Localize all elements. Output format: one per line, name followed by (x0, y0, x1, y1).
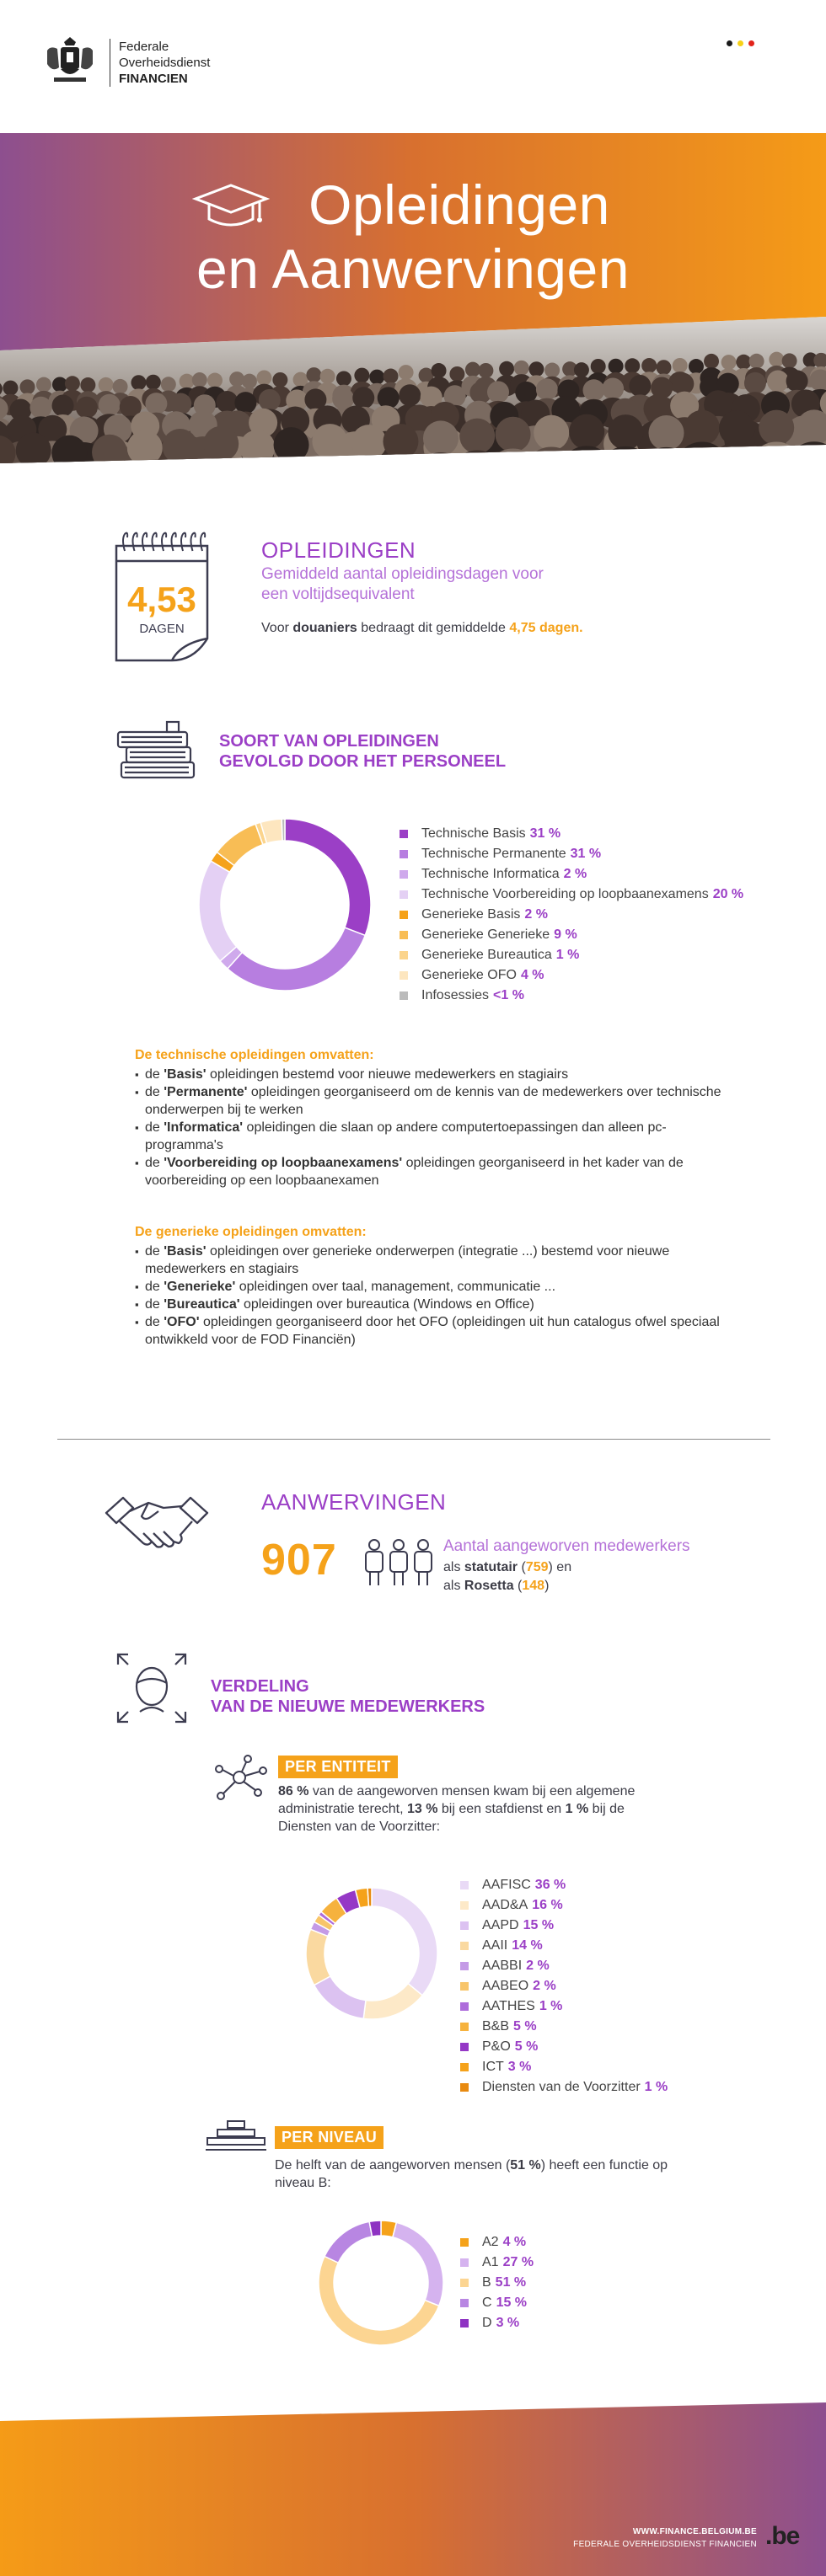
legend-pct: 31 % (570, 847, 602, 861)
legend-pct: 9 % (554, 927, 577, 942)
footer-url[interactable]: WWW.FINANCE.BELGIUM.BE (632, 2527, 757, 2536)
legend-swatch (460, 2023, 469, 2031)
rosetta-pre: als (443, 1579, 464, 1593)
legend-pct: 5 % (514, 2039, 539, 2054)
legend-label: AABEO (482, 1979, 529, 1993)
legend-pct: <1 % (493, 988, 524, 1002)
opleidingen-title: OPLEIDINGEN (261, 537, 416, 563)
statutair-close: ) en (548, 1560, 572, 1574)
legend-pct: 15 % (523, 1918, 555, 1932)
list-item-text: opleidingen georganiseerd door het OFO (opleidingen uit hun catalogus ofwel speciaal ontwikkeld voor de FOD Financiën) (145, 1315, 720, 1347)
legend-label: Technische Permanente (421, 847, 566, 861)
hero-title-line-2: en Aanwervingen (196, 238, 630, 300)
legend-label: Generieke Generieke (421, 927, 550, 942)
entiteit-text-p3: 13 % (406, 1802, 438, 1816)
legend-item (460, 2253, 534, 2273)
legend-item (460, 2313, 534, 2333)
aanwervingen-statutair (443, 1558, 571, 1576)
list-item (135, 1278, 742, 1296)
list-item-text: opleidingen bestemd voor nieuwe medewerkers en stagiairs (206, 1067, 569, 1082)
legend-swatch (400, 850, 408, 858)
technisch-heading: De technische opleidingen omvatten: (135, 1048, 374, 1062)
legend-label: A2 (482, 2235, 499, 2249)
legend-swatch (460, 1982, 469, 1991)
list-item-term: 'OFO' (164, 1315, 200, 1329)
legend-label: ICT (482, 2060, 504, 2074)
soort-title-line-1: SOORT VAN OPLEIDINGEN (219, 732, 439, 751)
niveau-text-p2: 51 % (510, 2158, 541, 2172)
legend-pct: 27 % (502, 2255, 534, 2269)
soort-title-line-2: GEVOLGD DOOR HET PERSONEEL (219, 752, 507, 771)
legend-label: AATHES (482, 1999, 535, 2013)
legend-pct: 1 % (555, 948, 580, 962)
legend-swatch (400, 890, 408, 899)
legend-item (460, 1996, 668, 2017)
niveau-slice-2 (319, 2256, 439, 2345)
entiteit-slice-2 (314, 1976, 366, 2018)
legend-pct: 2 % (524, 907, 548, 922)
legend-pct: 20 % (712, 887, 744, 901)
footer-org: FEDERALE OVERHEIDSDIENST FINANCIEN (573, 2540, 757, 2549)
legend-pct: 16 % (532, 1898, 563, 1912)
calendar-unit: DAGEN (139, 622, 185, 636)
legend-item (400, 945, 743, 965)
opleidingen-subtitle (261, 564, 544, 605)
verdeling-title-line-2: VAN DE NIEUWE MEDEWERKERS (211, 1697, 485, 1716)
entiteit-slice-3 (306, 1929, 330, 1985)
legend-pct: 2 % (533, 1979, 556, 1993)
legend-item (460, 2232, 534, 2253)
list-item-text: opleidingen georganiseerd in het kader van de voorbereiding op een loopbaanexamen (145, 1156, 684, 1188)
legend-item (460, 2037, 668, 2057)
note-value: 4,75 dagen. (509, 621, 583, 635)
per-entiteit-tag: PER ENTITEIT (278, 1756, 398, 1778)
flag-dots (727, 40, 754, 46)
legend-pct: 2 % (526, 1959, 550, 1973)
legend-swatch (400, 971, 408, 980)
legend-item (460, 2057, 668, 2077)
opleidingen-subtitle-line-2: een voltijdsequivalent (261, 585, 415, 603)
legend-item (400, 844, 743, 864)
soort-slice-0 (285, 819, 371, 935)
list-item (135, 1119, 742, 1154)
niveau-legend (460, 2232, 534, 2333)
list-item-text: opleidingen over generieke onderwerpen (integratie ...) bestemd voor nieuwe medewerkers en stagiairs (145, 1244, 670, 1276)
calendar-value: 4,53 (127, 580, 196, 619)
soort-slice-8 (282, 819, 285, 841)
legend-item (400, 905, 743, 925)
entiteit-slice-10 (367, 1888, 372, 1906)
note-bold: douaniers (292, 621, 357, 635)
legend-pct: 3 % (496, 2316, 520, 2330)
list-item-text: opleidingen georganiseerd om de kennis van de medewerkers over technische onderwerpen bij te werken (145, 1085, 721, 1117)
legend-label: Diensten van de Voorzitter (482, 2080, 641, 2094)
niveau-text-p3: ) heeft een functie op niveau B: (275, 2158, 668, 2190)
legend-item (400, 925, 743, 945)
legend-item (400, 986, 743, 1006)
legend-label: Generieke OFO (421, 968, 517, 982)
entiteit-text-p1: 86 % (278, 1784, 309, 1798)
legend-swatch (460, 2083, 469, 2092)
list-item-text: opleidingen over taal, management, communicatie ... (235, 1280, 556, 1294)
network-icon (214, 1754, 268, 1801)
list-item-pre: de (145, 1244, 164, 1259)
legend-label: Technische Voorbereiding op loopbaanexamens (421, 887, 709, 901)
list-item-pre: de (145, 1280, 164, 1294)
legend-label: Generieke Bureautica (421, 948, 552, 962)
list-item (135, 1296, 742, 1313)
list-item-pre: de (145, 1315, 164, 1329)
legend-swatch (400, 931, 408, 939)
legend-pct: 1 % (539, 1999, 563, 2013)
list-item-pre: de (145, 1156, 164, 1170)
generiek-list (135, 1223, 742, 1349)
entiteit-slice-1 (363, 1984, 422, 2019)
technisch-list (135, 1046, 742, 1189)
list-item (135, 1083, 742, 1119)
entiteit-text-p2: van de aangeworven mensen kwam bij een algemene administratie terecht, (278, 1784, 636, 1816)
statutair-label: statutair (464, 1560, 518, 1574)
legend-swatch (460, 2238, 469, 2247)
legend-label: P&O (482, 2039, 511, 2054)
legend-swatch (400, 830, 408, 838)
hero-title (0, 173, 826, 301)
legend-swatch (460, 1921, 469, 1930)
legend-swatch (460, 2002, 469, 2011)
legend-swatch (460, 2043, 469, 2051)
niveau-slice-3 (324, 2221, 372, 2263)
list-item-term: 'Basis' (164, 1067, 206, 1082)
people-group-icon (362, 1538, 435, 1589)
legend-swatch (400, 991, 408, 1000)
legend-swatch (460, 1962, 469, 1970)
legend-pct: 31 % (529, 826, 561, 841)
list-item-pre: de (145, 1297, 164, 1312)
flag-dot-black (727, 40, 732, 46)
legend-item (400, 864, 743, 884)
legend-label: Infosessies (421, 988, 490, 1002)
legend-swatch (460, 2063, 469, 2071)
legend-pct: 1 % (644, 2080, 668, 2094)
legend-pct: 2 % (563, 867, 587, 881)
aanwervingen-rosetta (443, 1577, 549, 1595)
niveau-slice-1 (393, 2222, 443, 2306)
aanwervingen-title: AANWERVINGEN (261, 1489, 447, 1515)
soort-legend (400, 824, 743, 1006)
footer-info (573, 2525, 757, 2551)
statutair-pre: als (443, 1560, 464, 1574)
be-logo: .be (765, 2522, 800, 2550)
section-divider (57, 1439, 770, 1440)
hero-title-line-1: Opleidingen (308, 174, 610, 236)
books-icon (115, 720, 199, 781)
legend-swatch (460, 2279, 469, 2287)
note-prefix: Voor (261, 621, 293, 635)
entiteit-text-p4: bij een stafdienst en (437, 1802, 566, 1816)
rosetta-label: Rosetta (464, 1579, 514, 1593)
legend-item (400, 884, 743, 905)
org-name (110, 39, 210, 87)
legend-label: AAD&A (482, 1898, 528, 1912)
org-line-3: FINANCIEN (119, 72, 188, 86)
legend-swatch (400, 911, 408, 919)
legend-swatch (460, 1942, 469, 1950)
niveau-slice-4 (369, 2221, 381, 2237)
douaniers-note (261, 619, 583, 637)
legend-pct: 51 % (495, 2275, 527, 2290)
entiteit-text (278, 1782, 671, 1836)
verdeling-title-line-1: VERDELING (211, 1677, 309, 1696)
list-item-text: opleidingen over bureautica (Windows en Office) (239, 1297, 534, 1312)
list-item-term: 'Voorbereiding op loopbaanexamens' (164, 1156, 403, 1170)
legend-item (460, 2077, 668, 2098)
aanwervingen-count: 907 (261, 1536, 337, 1585)
legend-label: A1 (482, 2255, 499, 2269)
stairs-icon (206, 2119, 266, 2153)
list-item-pre: de (145, 1067, 164, 1082)
statutair-value: 759 (525, 1560, 549, 1574)
legend-label: Technische Basis (421, 826, 526, 841)
legend-label: AAFISC (482, 1878, 531, 1892)
legend-pct: 3 % (507, 2060, 532, 2074)
generiek-heading: De generieke opleidingen omvatten: (135, 1225, 367, 1239)
legend-swatch (460, 2299, 469, 2307)
list-item-term: 'Basis' (164, 1244, 206, 1259)
list-item (135, 1154, 742, 1189)
legend-pct: 15 % (496, 2295, 528, 2310)
legend-label: AABBI (482, 1959, 523, 1973)
entiteit-legend (460, 1875, 668, 2098)
legend-item (460, 1956, 668, 1976)
entiteit-text-p6: bij de Diensten van de Voorzitter: (278, 1802, 625, 1834)
legend-label: C (482, 2295, 492, 2310)
note-middle: bedraagt dit gemiddelde (357, 621, 510, 635)
legend-pct: 36 % (534, 1878, 566, 1892)
face-focus-icon (116, 1653, 187, 1724)
statutair-open: ( (518, 1560, 526, 1574)
entiteit-slice-0 (372, 1888, 437, 1996)
legend-swatch (460, 2258, 469, 2267)
niveau-text (275, 2156, 696, 2192)
legend-label: D (482, 2316, 492, 2330)
opleidingen-subtitle-line-1: Gemiddeld aantal opleidingsdagen voor (261, 565, 544, 583)
list-item-term: 'Informatica' (164, 1120, 244, 1135)
soort-title (219, 731, 506, 772)
legend-swatch (400, 870, 408, 879)
entiteit-donut-chart (302, 1884, 442, 2023)
legend-pct: 14 % (512, 1938, 543, 1953)
legend-swatch (460, 1881, 469, 1889)
list-item-term: 'Bureautica' (164, 1297, 240, 1312)
list-item-pre: de (145, 1085, 164, 1099)
list-item-pre: de (145, 1120, 164, 1135)
handshake-icon (105, 1488, 209, 1560)
list-item (135, 1243, 742, 1278)
flag-dot-yellow (738, 40, 743, 46)
rosetta-close: ) (544, 1579, 550, 1593)
soort-slice-3 (199, 861, 237, 961)
legend-swatch (400, 951, 408, 959)
belgian-coat-of-arms-icon (42, 34, 98, 86)
legend-item (400, 965, 743, 986)
org-line-2: Overheidsdienst (119, 56, 211, 70)
list-item (135, 1313, 742, 1349)
aanwervingen-label: Aantal aangeworven medewerkers (443, 1537, 690, 1555)
legend-label: B&B (482, 2019, 510, 2034)
list-item-term: 'Permanente' (164, 1085, 248, 1099)
legend-swatch (460, 1901, 469, 1910)
list-item (135, 1066, 742, 1083)
legend-label: B (482, 2275, 491, 2290)
verdeling-title (211, 1676, 485, 1717)
soort-donut-chart (192, 812, 378, 997)
legend-item (460, 2293, 534, 2313)
legend-item (400, 824, 743, 844)
legend-item (460, 2017, 668, 2037)
legend-item (460, 1976, 668, 1996)
rosetta-value: 148 (522, 1579, 545, 1593)
list-item-text: opleidingen die slaan op andere computertoepassingen dan alleen pc-programma's (145, 1120, 667, 1152)
flag-dot-red (748, 40, 754, 46)
rosetta-open: ( (513, 1579, 523, 1593)
org-line-1: Federale (119, 40, 169, 54)
legend-item (460, 1916, 668, 1936)
soort-slice-1 (228, 927, 365, 991)
legend-item (460, 1875, 668, 1895)
legend-label: AAPD (482, 1918, 519, 1932)
legend-label: Generieke Basis (421, 907, 521, 922)
legend-swatch (460, 2319, 469, 2327)
legend-item (460, 1895, 668, 1916)
legend-pct: 4 % (502, 2235, 527, 2249)
legend-pct: 5 % (513, 2019, 537, 2034)
list-item-term: 'Generieke' (164, 1280, 236, 1294)
entiteit-text-p5: 1 % (565, 1802, 589, 1816)
niveau-donut-chart (315, 2217, 447, 2349)
legend-item (460, 1936, 668, 1956)
per-niveau-tag: PER NIVEAU (275, 2126, 384, 2149)
legend-label: Technische Informatica (421, 867, 560, 881)
niveau-text-p1: De helft van de aangeworven mensen ( (275, 2158, 511, 2172)
legend-pct: 4 % (520, 968, 544, 982)
legend-label: AAII (482, 1938, 508, 1953)
legend-item (460, 2273, 534, 2293)
